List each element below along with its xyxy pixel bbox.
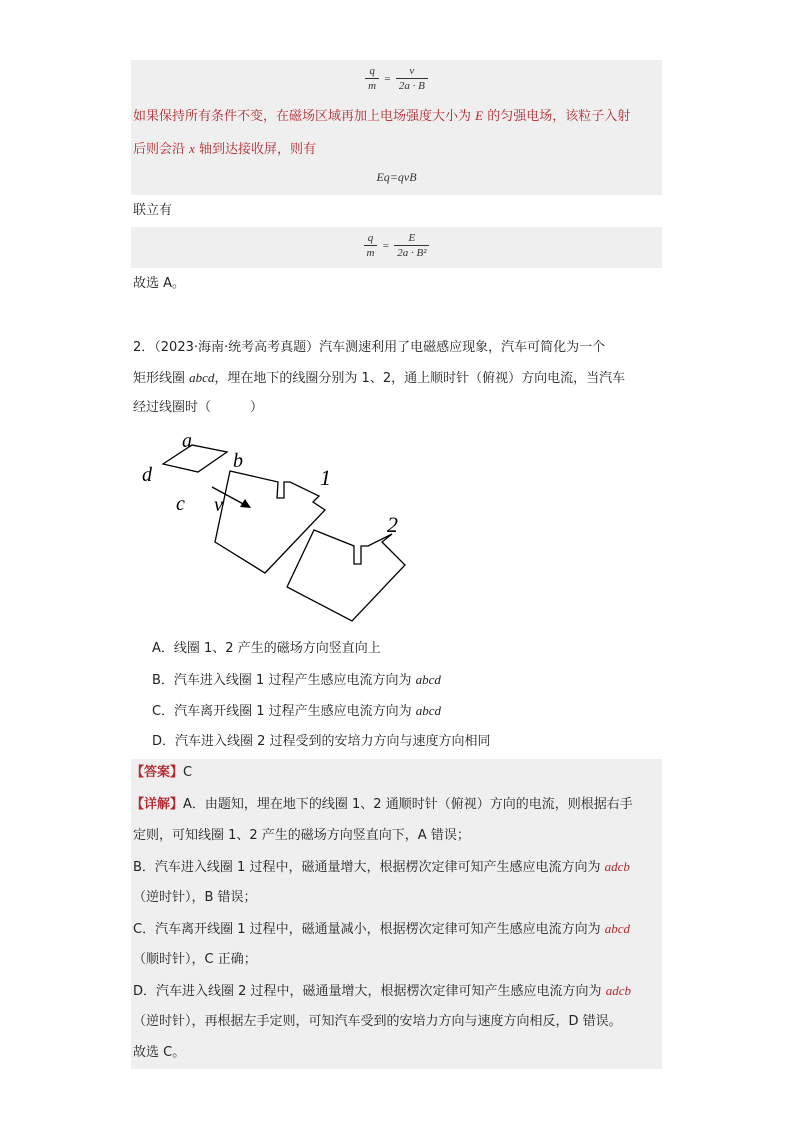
text: 后则会沿 (133, 142, 190, 157)
formula-eq-qvb: Eq=qvB (376, 170, 417, 184)
detail-line (133, 981, 631, 1002)
var-x: x (189, 141, 195, 156)
formula1-lhs-den: m (368, 80, 377, 92)
question-line: 经过线圈时（ ） (133, 400, 264, 415)
coil-1 (215, 471, 325, 573)
detail-line (133, 919, 630, 940)
detail-line: （逆时针），再根据左手定则，可知汽车受到的安培力方向与速度方向相反，D 错误。 (133, 1014, 622, 1029)
text: 矩形线圈 (133, 371, 190, 386)
text: 轴到达接收屏，则有 (194, 142, 317, 157)
option-d-text: D．汽车进入线圈 2 过程受到的安培力方向与速度方向相同 (152, 734, 491, 749)
detail-line (133, 857, 630, 878)
option-a (152, 639, 381, 659)
answer-label: 【答案】 (131, 765, 184, 780)
option-b (152, 670, 441, 691)
option-a-text: A．线圈 1、2 产生的磁场方向竖直向上 (152, 641, 381, 656)
option-b-text: B．汽车进入线圈 1 过程产生感应电流方向为 (152, 673, 416, 688)
formula3-rhs-num: E (394, 231, 429, 246)
detail-line: 定则，可知线圈 1、2 产生的磁场方向竖直向下，A 错误； (133, 828, 470, 843)
lianli-text: 联立有 (133, 203, 173, 218)
detail-b-var: adcb (604, 859, 630, 874)
option-c-var: abcd (415, 703, 442, 718)
var-E: E (475, 108, 484, 123)
paragraph-line (133, 139, 316, 160)
label-a: a (182, 430, 192, 452)
label-d: d (142, 464, 152, 486)
coil-figure (130, 425, 420, 625)
label-coil-2: 2 (387, 512, 398, 537)
formula-q-over-m-2 (131, 231, 662, 260)
paragraph-line (133, 106, 630, 127)
formula1-lhs-num: q (365, 64, 379, 79)
text: 的匀强电场，该粒子入射 (483, 109, 631, 124)
detail-line: （顺时针），C 正确； (133, 952, 257, 967)
answer-value: C (183, 765, 193, 780)
car-coil (163, 445, 227, 472)
formula3-eq: = (382, 239, 389, 252)
option-d (152, 732, 491, 752)
formula-q-over-m-1 (131, 64, 662, 93)
label-v: v (214, 494, 223, 516)
var-abcd: abcd (189, 370, 215, 385)
formula1-rhs-den: 2a · B (398, 80, 425, 92)
formula1-eq: = (384, 72, 391, 85)
question-line (133, 368, 625, 389)
detail-c-text: C．汽车离开线圈 1 过程中，磁通量减小，根据楞次定律可知产生感应电流方向为 (133, 922, 605, 937)
text: 如果保持所有条件不变，在磁场区域再加上电场强度大小为 (133, 109, 476, 124)
coil-2 (287, 530, 405, 621)
conclusion-text: 故选 A。 (133, 276, 186, 291)
detail-c-var: abcd (604, 921, 631, 936)
detail-text: A．由题知，埋在地下的线圈 1、2 通顺时针（俯视）方向的电流，则根据右手 (183, 797, 633, 812)
detail-b-text: B．汽车进入线圈 1 过程中，磁通量增大，根据楞次定律可知产生感应电流方向为 (133, 860, 605, 875)
detail-d-var: adcb (605, 983, 631, 998)
formula1-rhs-num: v (396, 64, 428, 79)
label-b: b (233, 450, 243, 472)
detail-conclusion: 故选 C。 (133, 1045, 186, 1060)
detail-d-text: D．汽车进入线圈 2 过程中，磁通量增大，根据楞次定律可知产生感应电流方向为 (133, 984, 606, 999)
option-c (152, 701, 441, 722)
detail-label: 【详解】 (131, 797, 184, 812)
formula3-rhs-den: 2a · B² (397, 247, 427, 259)
label-coil-1: 1 (320, 465, 331, 490)
detail-line (131, 795, 633, 815)
label-c: c (176, 493, 185, 515)
option-b-var: abcd (415, 672, 441, 687)
answer-line (131, 763, 192, 783)
question-line: 2．（2023·海南·统考高考真题）汽车测速利用了电磁感应现象，汽车可简化为一个 (133, 340, 606, 355)
formula3-lhs-num: q (364, 231, 378, 246)
text: ，埋在地下的线圈分别为 1、2，通上顺时针（俯视）方向电流，当汽车 (214, 371, 626, 386)
option-c-text: C．汽车离开线圈 1 过程产生感应电流方向为 (152, 704, 416, 719)
formula3-lhs-den: m (366, 247, 375, 259)
detail-line: （逆时针），B 错误； (133, 890, 257, 905)
